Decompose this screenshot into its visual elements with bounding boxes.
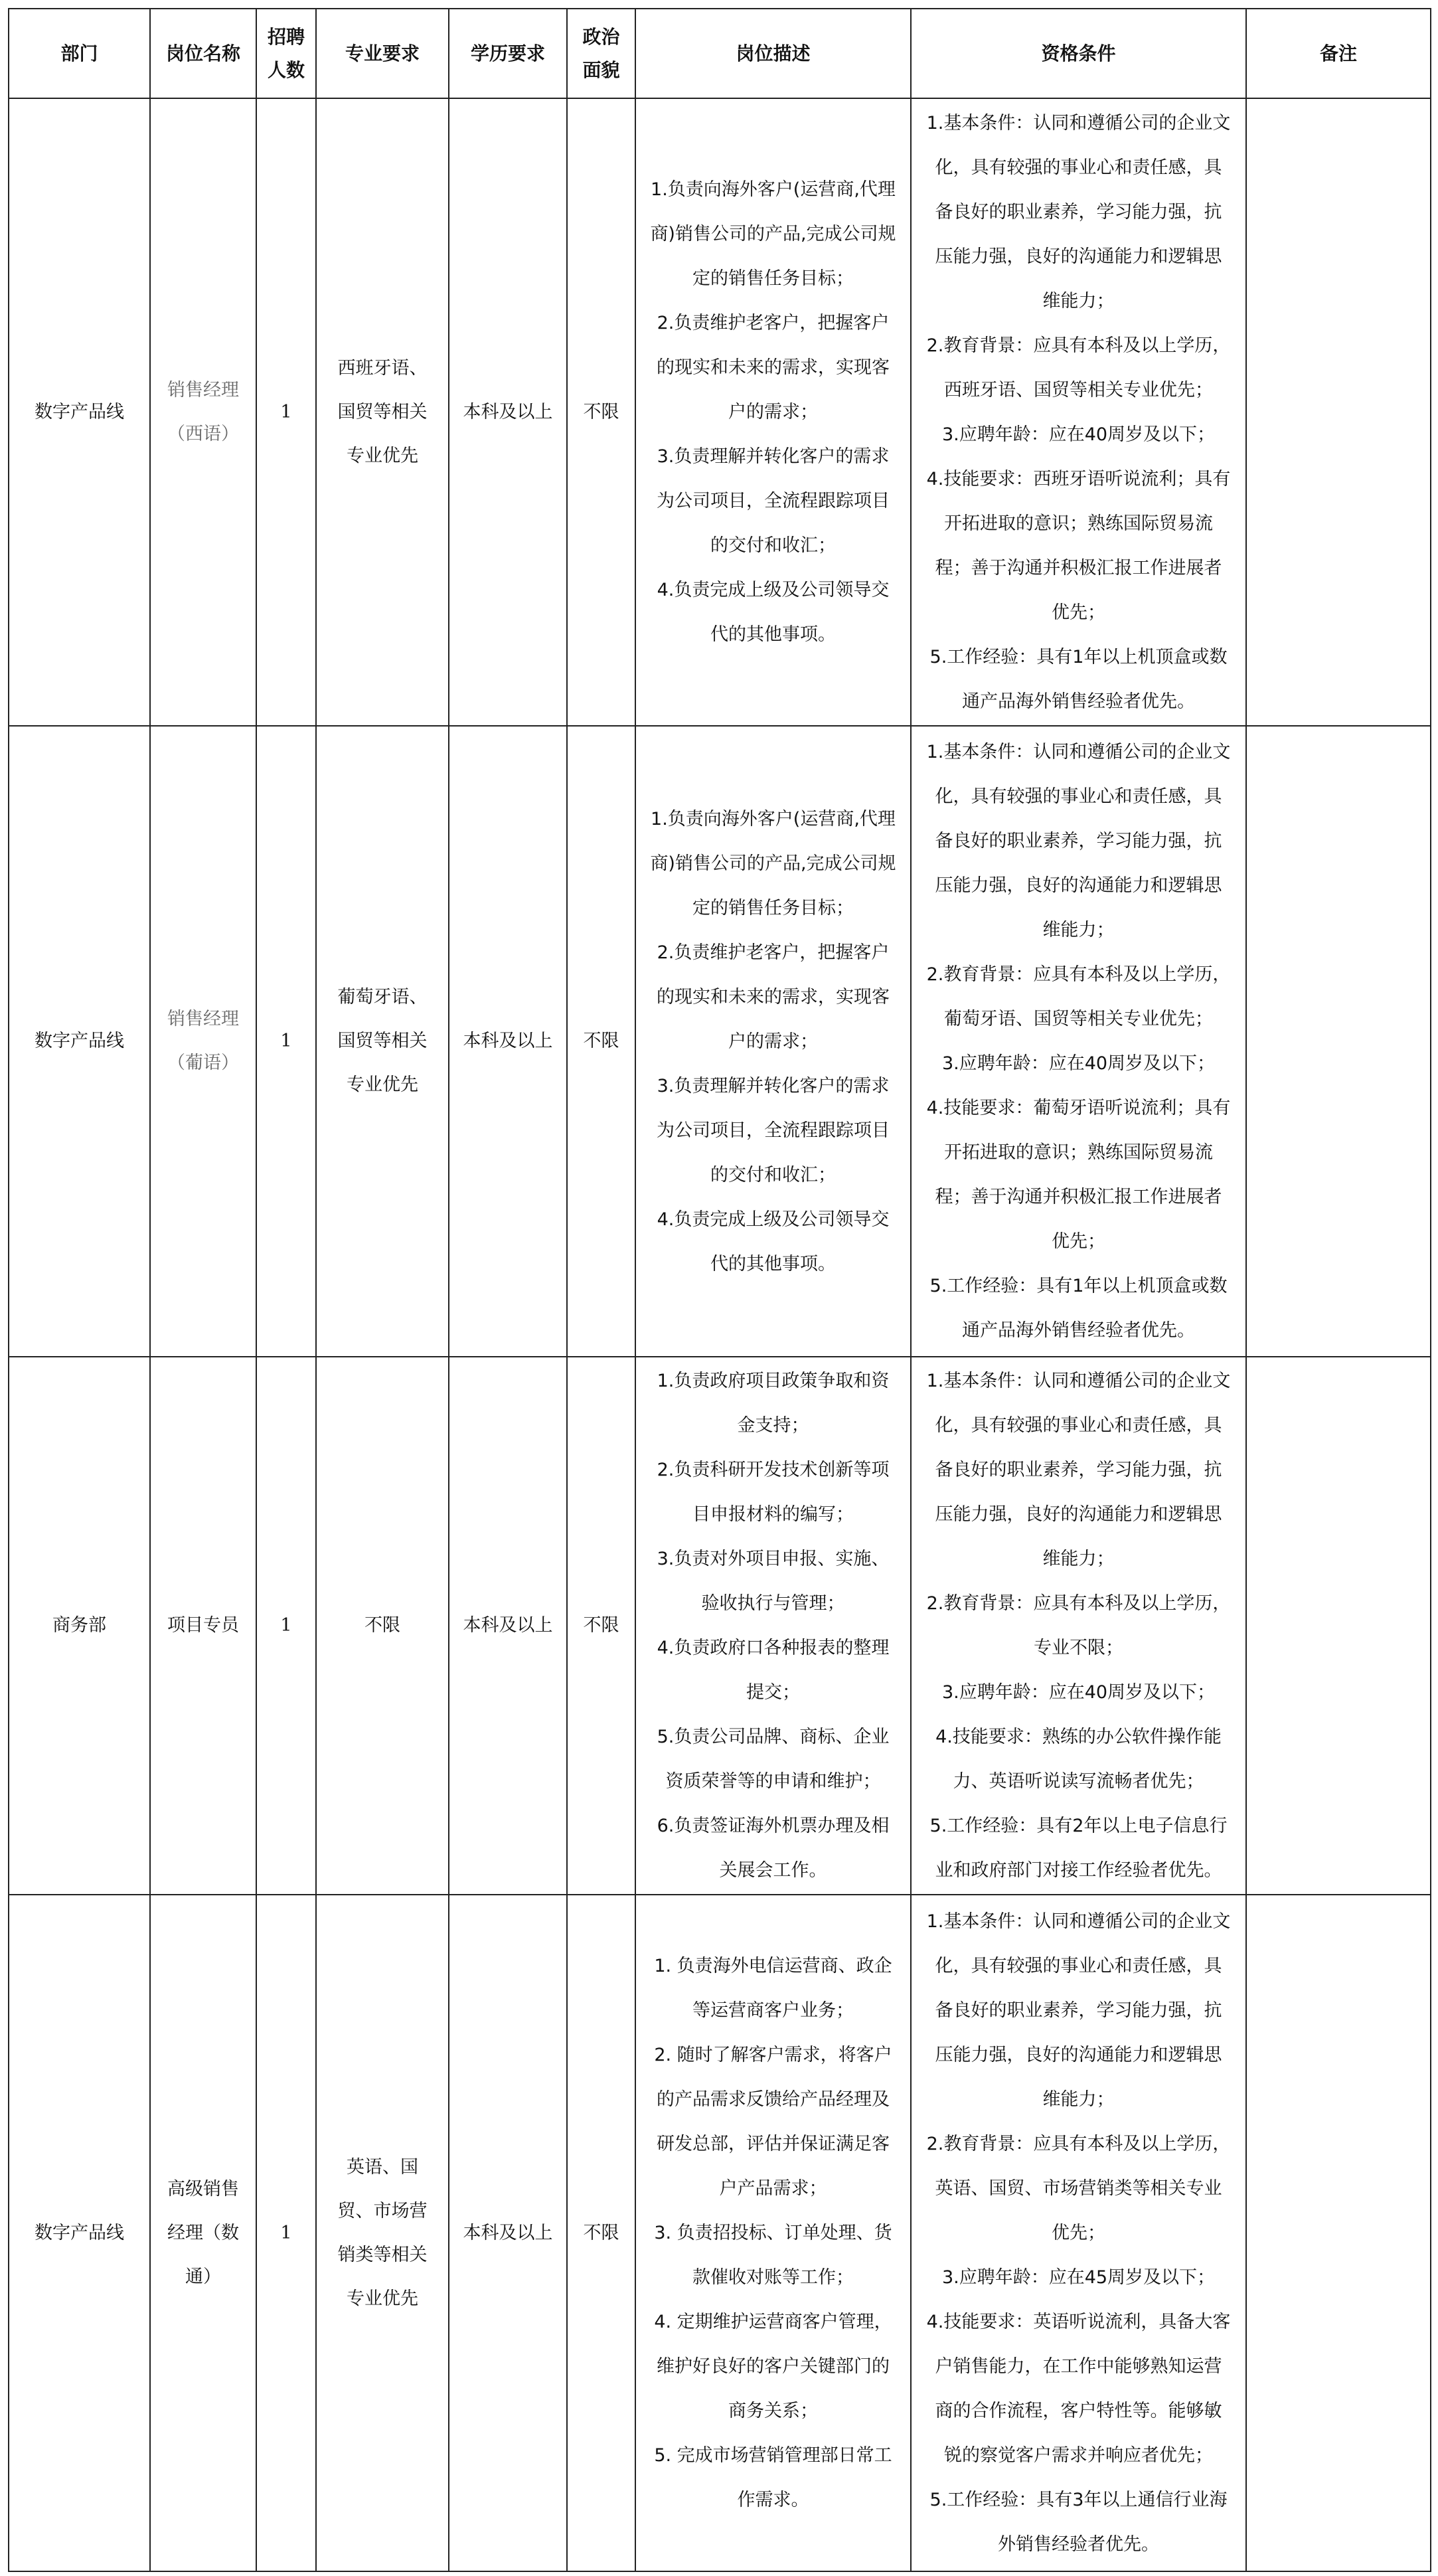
- education-cell: 本科及以上: [449, 1357, 567, 1895]
- dept-cell: 数字产品线: [9, 98, 150, 726]
- qualification-line: 5.工作经验：具有1年以上机顶盒或数: [929, 1276, 1228, 1296]
- description-line: 2.负责维护老客户，把握客户: [657, 942, 890, 963]
- description-line: 4.负责完成上级及公司领导交: [657, 580, 890, 600]
- qualification-line: 备良好的职业素养，学习能力强，抗: [935, 201, 1222, 222]
- recruitment-table: [8, 8, 1431, 2572]
- position-cell: [150, 1357, 256, 1895]
- description-line: 4. 定期维护运营商客户管理，: [654, 2312, 892, 2332]
- qualification-line: 化，具有较强的事业心和责任感，具: [935, 1956, 1222, 1976]
- qualification-line: 维能力；: [1042, 920, 1115, 940]
- position-line: 高级销售: [167, 2178, 239, 2199]
- description-line: 1. 负责海外电信运营商、政企: [654, 1956, 892, 1976]
- qualification-line: 压能力强，良好的沟通能力和逻辑思: [935, 875, 1222, 896]
- description-line: 作需求。: [737, 2490, 809, 2510]
- dept-cell: 数字产品线: [9, 726, 150, 1357]
- qualification-line: 3.应聘年龄：应在40周岁及以下；: [941, 1682, 1216, 1703]
- description-line: 的现实和未来的需求，实现客: [657, 357, 890, 378]
- qualification-line: 锐的察觉客户需求并响应者优先；: [944, 2445, 1213, 2466]
- headcount-cell: 1: [256, 726, 316, 1357]
- description-line: 金支持；: [737, 1415, 809, 1436]
- qualification-line: 备良好的职业素养，学习能力强，抗: [935, 831, 1222, 851]
- description-cell: [635, 1895, 911, 2571]
- remarks-cell: [1246, 1357, 1431, 1895]
- qualification-line: 1.基本条件：认同和遵循公司的企业文: [926, 742, 1231, 762]
- description-line: 户的需求；: [728, 1031, 818, 1052]
- major-cell: [316, 726, 449, 1357]
- position-line: 通）: [185, 2266, 221, 2287]
- description-line: 6.负责签证海外机票办理及相: [657, 1816, 890, 1836]
- qualification-line: 2.教育背景：应具有本科及以上学历，: [926, 1593, 1231, 1614]
- qualification-line: 1.基本条件：认同和遵循公司的企业文: [926, 1371, 1231, 1391]
- qualification-line: 4.技能要求：葡萄牙语听说流利；具有: [926, 1098, 1231, 1118]
- description-line: 1.负责政府项目政策争取和资: [657, 1371, 890, 1391]
- position-cell: [150, 1895, 256, 2571]
- qualification-line: 通产品海外销售经验者优先。: [962, 691, 1195, 712]
- qualification-cell: [911, 1895, 1246, 2571]
- description-line: 5.负责公司品牌、商标、企业: [657, 1727, 890, 1747]
- description-line: 资质荣誉等的申请和维护；: [665, 1771, 881, 1792]
- qualification-line: 维能力；: [1042, 290, 1115, 311]
- qualification-line: 西班牙语、国贸等相关专业优先；: [944, 379, 1213, 400]
- header-political: 政治 面貌: [567, 9, 635, 98]
- description-line: 商)销售公司的产品,完成公司规: [650, 853, 896, 874]
- description-line: 3.负责理解并转化客户的需求: [657, 1075, 890, 1096]
- description-line: 2.负责维护老客户，把握客户: [657, 313, 890, 333]
- qualification-cell: [911, 98, 1246, 726]
- major-line: 销类等相关: [337, 2244, 428, 2265]
- description-line: 的现实和未来的需求，实现客: [657, 986, 890, 1007]
- qualification-line: 5.工作经验：具有2年以上电子信息行: [929, 1816, 1228, 1836]
- education-cell: 本科及以上: [449, 726, 567, 1357]
- description-cell: [635, 726, 911, 1357]
- position-line: （西语）: [167, 423, 239, 444]
- qualification-line: 2.教育背景：应具有本科及以上学历，: [926, 2134, 1231, 2154]
- qualification-line: 备良好的职业素养，学习能力强，抗: [935, 2000, 1222, 2021]
- education-cell: 本科及以上: [449, 1895, 567, 2571]
- position-cell: [150, 98, 256, 726]
- description-line: 2. 随时了解客户需求，将客户: [654, 2045, 892, 2065]
- description-line: 验收执行与管理；: [701, 1593, 845, 1614]
- qualification-line: 2.教育背景：应具有本科及以上学历，: [926, 335, 1231, 356]
- qualification-line: 英语、国贸、市场营销类等相关专业: [935, 2178, 1222, 2199]
- position-cell: [150, 726, 256, 1357]
- major-line: 国贸等相关: [337, 401, 428, 422]
- qualification-line: 5.工作经验：具有1年以上机顶盒或数: [929, 646, 1228, 667]
- qualification-line: 优先；: [1052, 602, 1105, 623]
- qualification-line: 备良好的职业素养，学习能力强，抗: [935, 1460, 1222, 1480]
- major-line: 英语、国: [347, 2156, 418, 2178]
- political-cell: 不限: [567, 1895, 635, 2571]
- description-line: 关展会工作。: [719, 1860, 827, 1881]
- major-cell: [316, 98, 449, 726]
- description-cell: [635, 1357, 911, 1895]
- qualification-line: 维能力；: [1042, 2089, 1115, 2110]
- education-cell: 本科及以上: [449, 98, 567, 726]
- header-qualification: 资格条件: [911, 9, 1246, 98]
- qualification-line: 3.应聘年龄：应在45周岁及以下；: [941, 2267, 1216, 2288]
- description-line: 4.负责政府口各种报表的整理: [657, 1638, 890, 1658]
- remarks-cell: [1246, 1895, 1431, 2571]
- description-line: 3.负责理解并转化客户的需求: [657, 446, 890, 467]
- description-line: 的交付和收汇；: [710, 535, 836, 556]
- description-line: 户的需求；: [728, 402, 818, 422]
- qualification-line: 化，具有较强的事业心和责任感，具: [935, 157, 1222, 178]
- qualification-line: 化，具有较强的事业心和责任感，具: [935, 1415, 1222, 1436]
- qualification-line: 程；善于沟通并积极汇报工作进展者: [935, 1187, 1222, 1207]
- description-line: 4.负责完成上级及公司领导交: [657, 1209, 890, 1230]
- qualification-line: 3.应聘年龄：应在40周岁及以下；: [941, 424, 1216, 445]
- description-line: 1.负责向海外客户(运营商,代理: [651, 179, 896, 200]
- qualification-line: 化，具有较强的事业心和责任感，具: [935, 786, 1222, 807]
- remarks-cell: [1246, 98, 1431, 726]
- description-line: 1.负责向海外客户(运营商,代理: [651, 808, 896, 829]
- description-line: 商)销售公司的产品,完成公司规: [650, 224, 896, 244]
- qualification-line: 优先；: [1052, 2223, 1105, 2243]
- qualification-line: 5.工作经验：具有3年以上通信行业海: [929, 2490, 1228, 2510]
- position-line: 项目专员: [167, 1615, 239, 1636]
- description-line: 的交付和收汇；: [710, 1164, 836, 1185]
- qualification-line: 4.技能要求：熟练的办公软件操作能: [935, 1727, 1222, 1747]
- qualification-line: 3.应聘年龄：应在40周岁及以下；: [941, 1053, 1216, 1074]
- description-line: 等运营商客户业务；: [692, 2000, 854, 2021]
- qualification-cell: [911, 726, 1246, 1357]
- qualification-line: 外销售经验者优先。: [998, 2534, 1159, 2555]
- description-line: 的产品需求反馈给产品经理及: [657, 2089, 890, 2110]
- header-dept: 部门: [9, 9, 150, 98]
- description-line: 户产品需求；: [719, 2178, 827, 2199]
- qualification-line: 2.教育背景：应具有本科及以上学历，: [926, 964, 1231, 985]
- position-line: （葡语）: [167, 1053, 239, 1073]
- headcount-cell: 1: [256, 1357, 316, 1895]
- position-line: 销售经理: [167, 379, 239, 400]
- position-line: 经理（数: [167, 2222, 239, 2243]
- remarks-cell: [1246, 726, 1431, 1357]
- qualification-line: 压能力强，良好的沟通能力和逻辑思: [935, 2045, 1222, 2065]
- table-row: [9, 726, 1431, 1357]
- qualification-line: 葡萄牙语、国贸等相关专业优先；: [944, 1009, 1213, 1029]
- major-line: 葡萄牙语、: [337, 987, 428, 1007]
- qualification-line: 压能力强，良好的沟通能力和逻辑思: [935, 246, 1222, 267]
- qualification-line: 程；善于沟通并积极汇报工作进展者: [935, 557, 1222, 578]
- description-line: 5. 完成市场营销管理部日常工: [654, 2445, 892, 2466]
- description-line: 目申报材料的编写；: [692, 1504, 854, 1525]
- description-line: 款催收对账等工作；: [692, 2267, 854, 2288]
- description-line: 3.负责对外项目申报、实施、: [657, 1549, 890, 1569]
- description-line: 商务关系；: [728, 2401, 818, 2421]
- position-line: 销售经理: [167, 1009, 239, 1029]
- major-cell: [316, 1357, 449, 1895]
- qualification-line: 优先；: [1052, 1231, 1105, 1252]
- description-line: 研发总部，评估并保证满足客: [657, 2134, 890, 2154]
- description-line: 代的其他事项。: [710, 624, 836, 645]
- qualification-line: 开拓进取的意识；熟练国际贸易流: [944, 1142, 1213, 1163]
- header-education: 学历要求: [449, 9, 567, 98]
- header-description: 岗位描述: [635, 9, 911, 98]
- political-cell: 不限: [567, 98, 635, 726]
- major-line: 西班牙语、: [337, 357, 428, 379]
- major-line: 专业优先: [347, 1074, 418, 1095]
- qualification-line: 1.基本条件：认同和遵循公司的企业文: [926, 112, 1231, 133]
- qualification-line: 户销售能力，在工作中能够熟知运营: [935, 2356, 1222, 2377]
- qualification-line: 专业不限；: [1034, 1638, 1123, 1658]
- recruitment-sheet: [8, 8, 1430, 2572]
- table-row: [9, 1357, 1431, 1895]
- dept-cell: 数字产品线: [9, 1895, 150, 2571]
- qualification-line: 4.技能要求：英语听说流利，具备大客: [926, 2312, 1231, 2332]
- header-row: [9, 9, 1431, 98]
- table-row: [9, 98, 1431, 726]
- major-line: 不限: [364, 1615, 400, 1636]
- qualification-line: 通产品海外销售经验者优先。: [962, 1320, 1195, 1341]
- qualification-line: 商的合作流程，客户特性等。能够敏: [935, 2401, 1222, 2421]
- major-line: 专业优先: [347, 445, 418, 466]
- header-major: 专业要求: [316, 9, 449, 98]
- major-line: 贸、市场营: [337, 2200, 428, 2221]
- qualification-line: 1.基本条件：认同和遵循公司的企业文: [926, 1911, 1231, 1932]
- description-line: 为公司项目，全流程跟踪项目: [657, 491, 890, 511]
- header-position: 岗位名称: [150, 9, 256, 98]
- political-cell: 不限: [567, 726, 635, 1357]
- qualification-line: 维能力；: [1042, 1549, 1115, 1569]
- description-line: 提交；: [746, 1682, 800, 1703]
- header-remarks: 备注: [1246, 9, 1431, 98]
- major-line: 专业优先: [347, 2288, 418, 2309]
- description-line: 代的其他事项。: [710, 1253, 836, 1274]
- description-line: 定的销售任务目标；: [692, 268, 854, 289]
- description-line: 定的销售任务目标；: [692, 897, 854, 918]
- table-row: [9, 1895, 1431, 2571]
- description-line: 为公司项目，全流程跟踪项目: [657, 1120, 890, 1141]
- qualification-line: 开拓进取的意识；熟练国际贸易流: [944, 513, 1213, 534]
- description-line: 维护好良好的客户关键部门的: [657, 2356, 890, 2377]
- header-headcount: 招聘 人数: [256, 9, 316, 98]
- description-line: 2.负责科研开发技术创新等项: [657, 1460, 890, 1480]
- dept-cell: 商务部: [9, 1357, 150, 1895]
- major-cell: [316, 1895, 449, 2571]
- headcount-cell: 1: [256, 98, 316, 726]
- headcount-cell: 1: [256, 1895, 316, 2571]
- qualification-line: 压能力强，良好的沟通能力和逻辑思: [935, 1504, 1222, 1525]
- qualification-line: 4.技能要求：西班牙语听说流利；具有: [926, 468, 1231, 489]
- qualification-line: 力、英语听说读写流畅者优先；: [953, 1771, 1204, 1792]
- qualification-line: 业和政府部门对接工作经验者优先。: [935, 1860, 1222, 1881]
- qualification-cell: [911, 1357, 1246, 1895]
- description-line: 3. 负责招投标、订单处理、货: [654, 2223, 892, 2243]
- political-cell: 不限: [567, 1357, 635, 1895]
- major-line: 国贸等相关: [337, 1031, 428, 1051]
- description-cell: [635, 98, 911, 726]
